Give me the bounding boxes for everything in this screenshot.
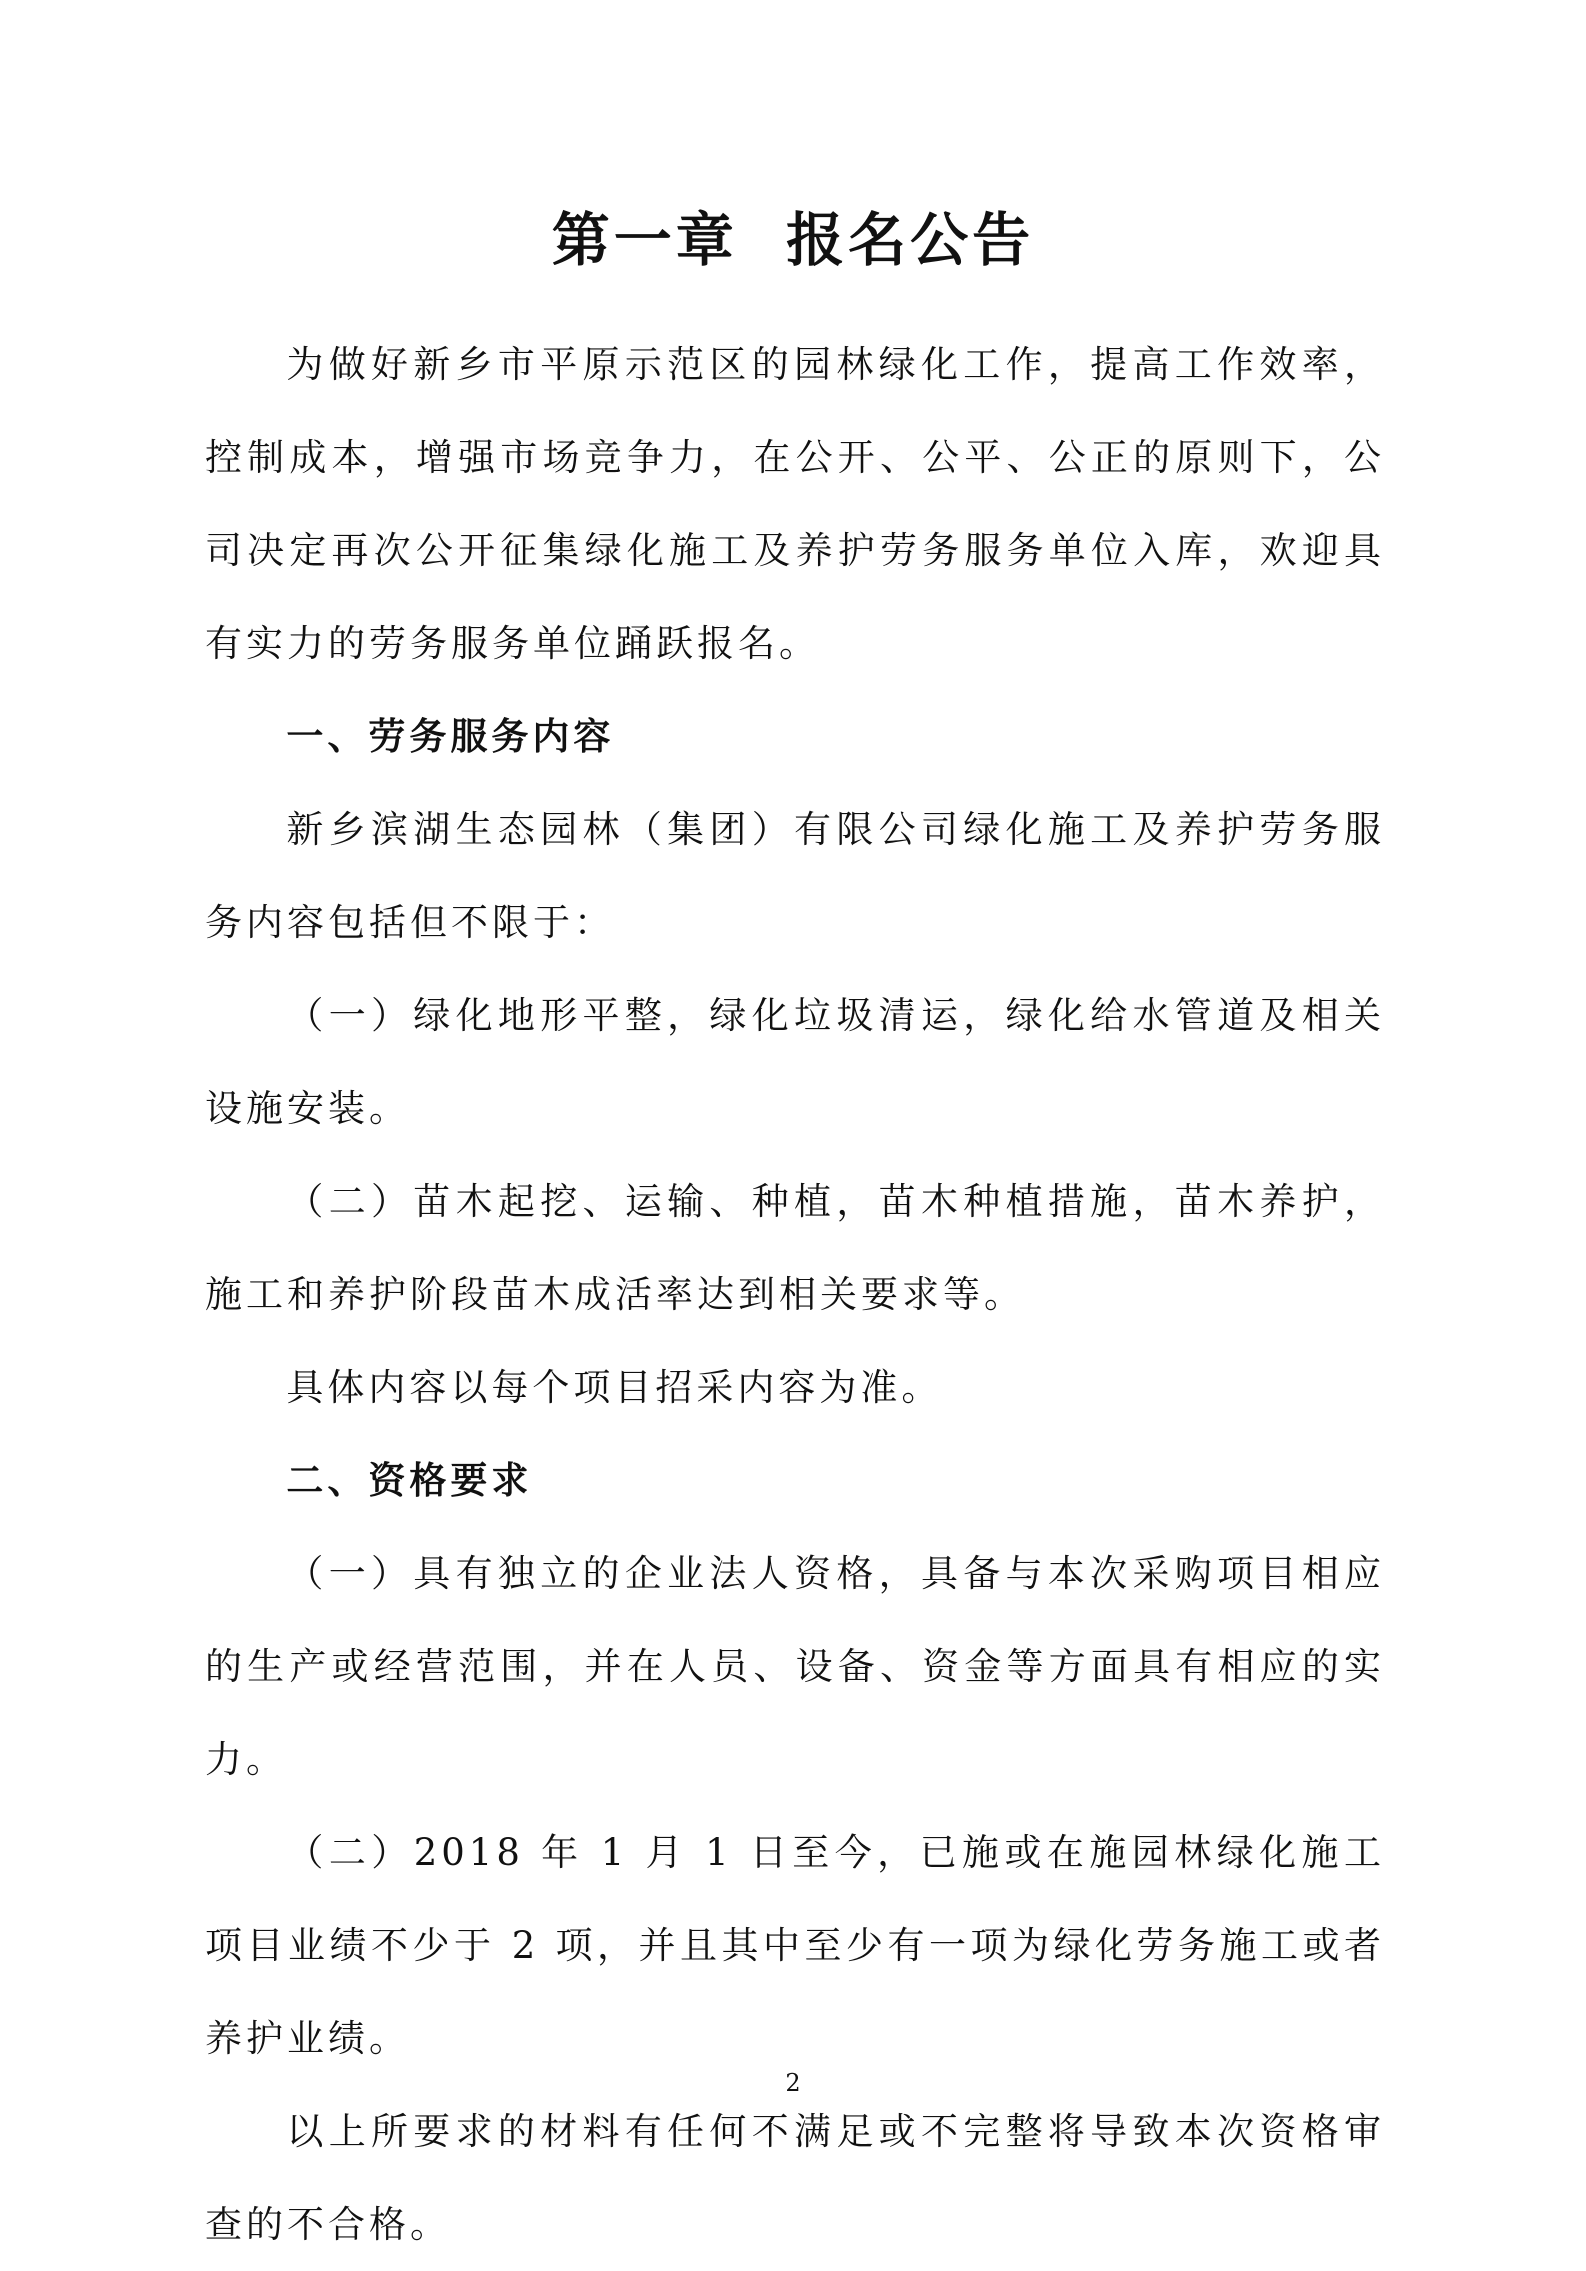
service-intro-paragraph: 新乡滨湖生态园林（集团）有限公司绿化施工及养护劳务服务内容包括但不限于： [205, 808, 1385, 944]
chapter-title: 第一章 报名公告 [551, 206, 1035, 274]
service-item-2: （二）苗木起挖、运输、种植，苗木种植措施，苗木养护，施工和养护阶段苗木成活率达到相关要求等。 [205, 1180, 1385, 1316]
service-note: 具体内容以每个项目招采内容为准。 [286, 1366, 943, 1409]
qualification-item-2: （二）2018 年 1 月 1 日至今，已施或在施园林绿化施工项目业绩不少于 2 项，并且其中至少有一项为绿化劳务施工或者养护业绩。 [205, 1831, 1385, 2060]
page-number: 2 [785, 2069, 801, 2097]
section-heading-service-content: 一、劳务服务内容 [286, 715, 615, 758]
service-item-1: （一）绿化地形平整，绿化垃圾清运，绿化给水管道及相关设施安装。 [205, 994, 1385, 1130]
document-body [205, 318, 1385, 2271]
qualification-closing: 以上所要求的材料有任何不满足或不完整将导致本次资格审查的不合格。 [205, 2110, 1385, 2246]
qualification-item-1: （一）具有独立的企业法人资格，具备与本次采购项目相应的生产或经营范围，并在人员、设备、资金等方面具有相应的实力。 [205, 1552, 1385, 1781]
section-heading-qualification: 二、资格要求 [286, 1459, 533, 1502]
intro-paragraph: 为做好新乡市平原示范区的园林绿化工作，提高工作效率，控制成本，增强市场竞争力，在公开、公平、公正的原则下，公司决定再次公开征集绿化施工及养护劳务服务单位入库，欢迎具有实力的劳务服务单位踊跃报名。 [205, 343, 1385, 665]
